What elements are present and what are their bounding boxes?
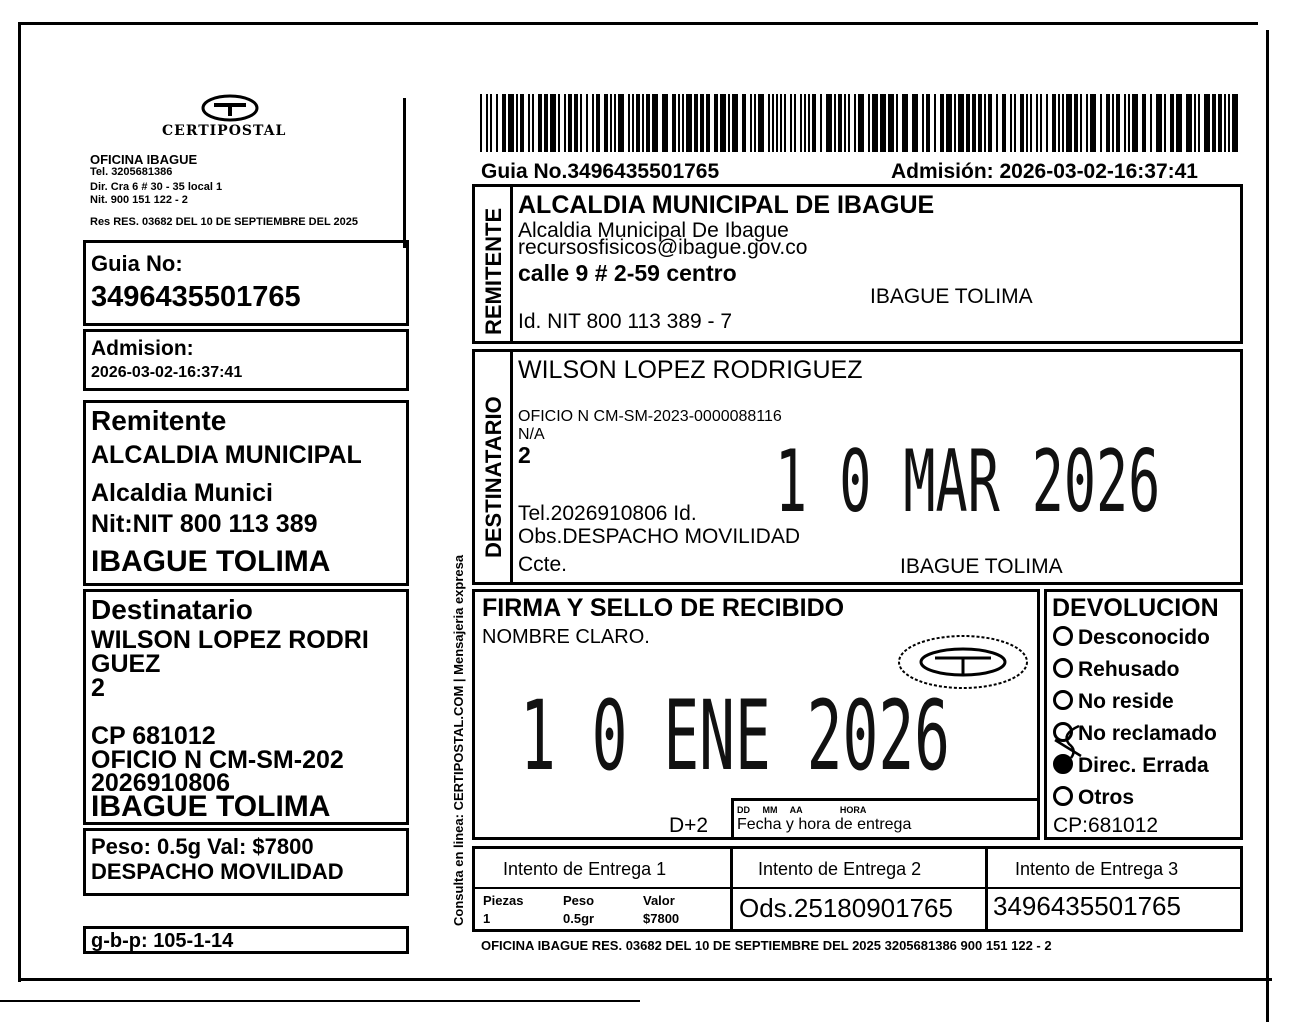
- remitente-city: IBAGUE TOLIMA: [870, 285, 1033, 308]
- intento-3: Intento de Entrega 3: [1015, 859, 1179, 879]
- dest-name-line2: GUEZ: [91, 650, 161, 678]
- intentos-vline-1: [730, 849, 733, 929]
- footer-office: OFICINA IBAGUE RES. 03682 DEL 10 DE SEPTIEMBRE DEL 2025 3205681386 900 151 122 - 2: [481, 938, 1052, 953]
- handwritten-mark: [1051, 720, 1087, 760]
- peso-label: Peso: [563, 893, 595, 908]
- page-border-left: [18, 22, 21, 982]
- peso-value: 0.5gr: [563, 911, 595, 926]
- devolucion-option[interactable]: [1053, 626, 1210, 650]
- office-res: Res RES. 03682 DEL 10 DE SEPTIEMBRE DEL 2025: [90, 216, 358, 228]
- option-label: No reside: [1078, 690, 1174, 713]
- ods-number: Ods.25180901765: [739, 893, 953, 923]
- radio-circle-icon[interactable]: [1053, 626, 1073, 646]
- destinatario-number: 2: [518, 442, 531, 468]
- option-label: Rehusado: [1078, 658, 1180, 681]
- dest-title: Destinatario: [91, 594, 253, 625]
- destinatario-box: [472, 349, 1243, 585]
- valor-value: $7800: [643, 911, 680, 926]
- received-date-stamp: 1 0 MAR 2026: [775, 432, 1161, 532]
- remitente-name: ALCALDIA MUNICIPAL: [91, 441, 362, 469]
- firma-title: FIRMA Y SELLO DE RECIBIDO: [482, 594, 845, 622]
- devolucion-box: [1044, 589, 1243, 840]
- left-vertical-rule: [403, 98, 406, 248]
- office-name: OFICINA IBAGUE: [90, 152, 198, 167]
- destinatario-name: WILSON LOPEZ RODRIGUEZ: [518, 356, 863, 384]
- destinatario-obs: Obs.DESPACHO MOVILIDAD: [518, 525, 801, 548]
- header-admision: Admisión: 2026-03-02-16:37:41: [891, 160, 1198, 183]
- logo-wordmark: CERTIPOSTAL: [162, 123, 287, 139]
- devolucion-title: DEVOLUCION: [1052, 594, 1219, 622]
- intentos-vline-2: [985, 849, 988, 929]
- destinatario-na: N/A: [518, 426, 545, 443]
- gbp-code: g-b-p: 105-1-14: [91, 930, 234, 952]
- remitente-title: Remitente: [91, 405, 227, 436]
- peso-valor: Peso: 0.5g Val: $7800: [91, 834, 314, 859]
- admision-value: 2026-03-02-16:37:41: [91, 364, 243, 381]
- remitente-id: Id. NIT 800 113 389 - 7: [518, 310, 733, 333]
- left-gbp-box: [83, 926, 409, 954]
- office-nit: Nit. 900 151 122 - 2: [90, 194, 188, 206]
- destinatario-oficio: OFICIO N CM-SM-2023-0000088116: [518, 408, 782, 425]
- remitente-sub: Alcaldia Municipal De Ibague: [518, 219, 789, 242]
- devolucion-option[interactable]: [1053, 690, 1174, 714]
- dest-cp: CP 681012: [91, 722, 216, 750]
- destinatario-ccte: Ccte.: [518, 553, 568, 576]
- option-label: No reclamado: [1078, 722, 1217, 745]
- dest-city: IBAGUE TOLIMA: [91, 790, 331, 823]
- remitente-email: recursosfisicos@ibague.gov.co: [518, 236, 808, 259]
- option-label: Desconocido: [1078, 626, 1210, 649]
- barcode: [480, 94, 1244, 152]
- page-border-top: [18, 22, 1258, 25]
- admision-label: Admision:: [91, 337, 194, 360]
- intento-2: Intento de Entrega 2: [758, 859, 922, 879]
- firma-date-label: Fecha y hora de entrega: [737, 816, 912, 833]
- remitente-vertical-label: REMITENTE: [481, 207, 506, 335]
- remitente-address: calle 9 # 2-59 centro: [518, 260, 737, 286]
- valor-label: Valor: [643, 893, 675, 908]
- left-remitente-box: [83, 400, 409, 586]
- intentos-hline: [475, 887, 1240, 889]
- devolucion-option[interactable]: [1053, 786, 1134, 810]
- remitente-city: IBAGUE TOLIMA: [91, 545, 331, 578]
- piezas-label: Piezas: [483, 893, 524, 908]
- firma-nombre: NOMBRE CLARO.: [482, 626, 650, 648]
- radio-circle-icon[interactable]: [1053, 658, 1073, 678]
- piezas-value: 1: [483, 911, 491, 926]
- intento-1: Intento de Entrega 1: [503, 859, 667, 879]
- remitente-sub: Alcaldia Munici: [91, 479, 273, 507]
- delivery-date-stamp: 1 0 ENE 2026: [520, 680, 951, 792]
- dest-oficio: OFICIO N CM-SM-202: [91, 746, 344, 774]
- radio-circle-icon[interactable]: [1053, 786, 1073, 806]
- destinatario-divider: [510, 352, 513, 582]
- destinatario-city: IBAGUE TOLIMA: [900, 555, 1063, 578]
- left-peso-box: [83, 828, 409, 896]
- consulta-side-text: Consulta en linea: CERTIPOSTAL.COM | Mensajeria expresa: [451, 554, 466, 926]
- radio-circle-icon[interactable]: [1053, 690, 1073, 710]
- firma-d2: D+2: [669, 814, 709, 837]
- option-label: Direc. Errada: [1078, 754, 1209, 777]
- devolucion-option[interactable]: [1053, 658, 1180, 682]
- destinatario-tel: Tel.2026910806 Id.: [518, 502, 697, 525]
- option-label: Otros: [1078, 786, 1135, 809]
- remitente-name: ALCALDIA MUNICIPAL DE IBAGUE: [518, 191, 935, 219]
- remitente-box: [472, 184, 1243, 344]
- despacho: DESPACHO MOVILIDAD: [91, 859, 344, 884]
- guia-bottom-number: 3496435501765: [993, 891, 1181, 921]
- left-admision-box: [83, 329, 409, 391]
- dest-tel: 2026910806: [91, 769, 231, 797]
- firma-date-columns: DD MM AA HORA: [737, 805, 867, 815]
- page-border-bottom: [18, 978, 1272, 981]
- header-guia: Guia No.3496435501765: [481, 160, 720, 183]
- page-edge-line: [0, 1000, 640, 1002]
- guia-number: 3496435501765: [91, 281, 301, 313]
- left-destinatario-box: [83, 589, 409, 825]
- destinatario-vertical-label: DESTINATARIO: [481, 396, 506, 558]
- remitente-nit: Nit:NIT 800 113 389: [91, 510, 318, 538]
- remitente-divider: [510, 187, 513, 341]
- office-dir: Dir. Cra 6 # 30 - 35 local 1: [90, 181, 223, 193]
- intentos-box: [472, 846, 1243, 932]
- certipostal-logo: [162, 92, 310, 140]
- page-border-right: [1266, 30, 1269, 1022]
- guia-label: Guia No:: [91, 251, 183, 276]
- devolucion-cp: CP:681012: [1053, 814, 1159, 837]
- office-tel: Tel. 3205681386: [90, 166, 173, 178]
- dest-name-line1: WILSON LOPEZ RODRI: [91, 626, 369, 654]
- dest-number: 2: [91, 674, 105, 702]
- left-guia-box: [83, 240, 409, 326]
- firma-box: [472, 589, 1040, 840]
